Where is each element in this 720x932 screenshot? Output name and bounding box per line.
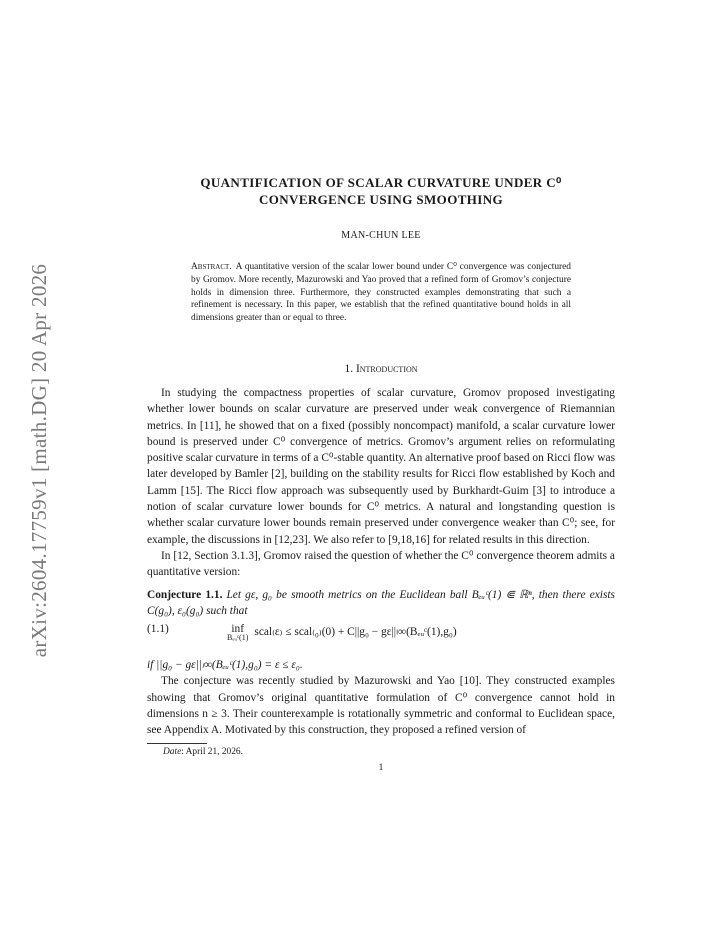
abstract (191, 261, 571, 325)
footnote-date (147, 747, 615, 757)
title-line-2: CONVERGENCE USING SMOOTHING (258, 192, 504, 207)
intro-paragraph-1: In studying the compactness properties of scalar curvature, Gromov proposed investigating whether lower bounds on scalar curvature are preserved under weak convergence of Riemannian metrics. In [11], he showed that on a fixed (possibly noncompact) manifold, a scalar curvature lower bound is preserved under C⁰ convergence of metrics. Gromov’s argument relies on reformulating positive scalar curvature in terms of a C⁰-stable quantity. An alternative proof based on Ricci flow was later developed by Bamler [2], building on the stability results for Ricci flow established by Koch and Lamm [15]. The Ricci flow approach was subsequently used by Burkhardt-Guim [3] to introduce a notion of scalar curvature lower bounds for C⁰ metrics. A natural and longstanding question is whether scalar curvature lower bounds remain preserved under convergence weaker than C⁰; see, for example, the discussions in [12,23]. We also refer to [9,18,16] for related results in this direction. (147, 386, 615, 546)
footnote-text: : April 21, 2026. (181, 746, 243, 757)
conjecture-text: Let gε, g₀ be smooth metrics on the Euclidean ball Bₑᵤᶜ(1) ⋐ ℝⁿ, then there exists C(g₀), ε₀(g₀) such that (147, 588, 615, 617)
equation-1-1 (147, 623, 615, 653)
abstract-label: Abstract. (191, 262, 232, 272)
intro-paragraph-2: In [12, Section 3.1.3], Gromov raised the question of whether the C⁰ convergence theorem admits a quantitative version: (147, 549, 615, 579)
conjecture-label: Conjecture 1.1. (147, 588, 223, 601)
equation-infimum (227, 623, 248, 642)
section-heading-introduction: 1. Introduction (344, 362, 418, 375)
intro-paragraph-3: The conjecture was recently studied by Mazurowski and Yao [10]. They constructed examples showing that Gromov’s original quantitative formulation of C⁰ convergence cannot hold in dimensions n ≥ 3. Their counterexample is rotationally symmetric and conformal to Euclidean space, see Appendix A. Motivated by this construction, they proposed a refined version of (147, 675, 615, 737)
arxiv-identifier-watermark (20, 230, 60, 690)
paper-title (147, 174, 615, 208)
footnote-label: Date (163, 746, 182, 757)
page-number: 1 (378, 762, 384, 773)
title-line-1: QUANTIFICATION OF SCALAR CURVATURE UNDER C⁰ (200, 175, 562, 190)
equation-condition: if ||g₀ − gε||ₗ∞(Bₑᵤᶜ(1),g₀) = ε ≤ ε₀. (147, 659, 303, 672)
equation-expression: scal₍ε₎ ≤ scal₍₀₎(0) + C||g₀ − gε||ₗ∞(Bₑᵤᶜ(1),g₀) (254, 626, 457, 639)
infimum-subscript: Bₑᵤᶜ(1) (227, 633, 249, 643)
arxiv-identifier-text: arXiv:2604.17759v1 [math.DG] 20 Apr 2026 (27, 263, 52, 657)
paper-page (147, 170, 615, 773)
author-name: MAN-CHUN LEE (341, 230, 421, 241)
abstract-text: A quantitative version of the scalar lower bound under C⁰ convergence was conjectured by Gromov. More recently, Mazurowski and Yao proved that a refined form of Gromov’s conjecture holds in dimension three. Furthermore, they constructed examples demonstrating that such a refinement is necessary. In this paper, we establish that the refined quantitative bound holds in all dimensions greater than or equal to three. (191, 262, 571, 324)
equation-number: (1.1) (147, 623, 169, 636)
footnote-divider (147, 743, 207, 744)
equation-body (227, 623, 615, 642)
infimum-operator: inf (231, 623, 245, 636)
conjecture-1-1 (147, 587, 615, 620)
